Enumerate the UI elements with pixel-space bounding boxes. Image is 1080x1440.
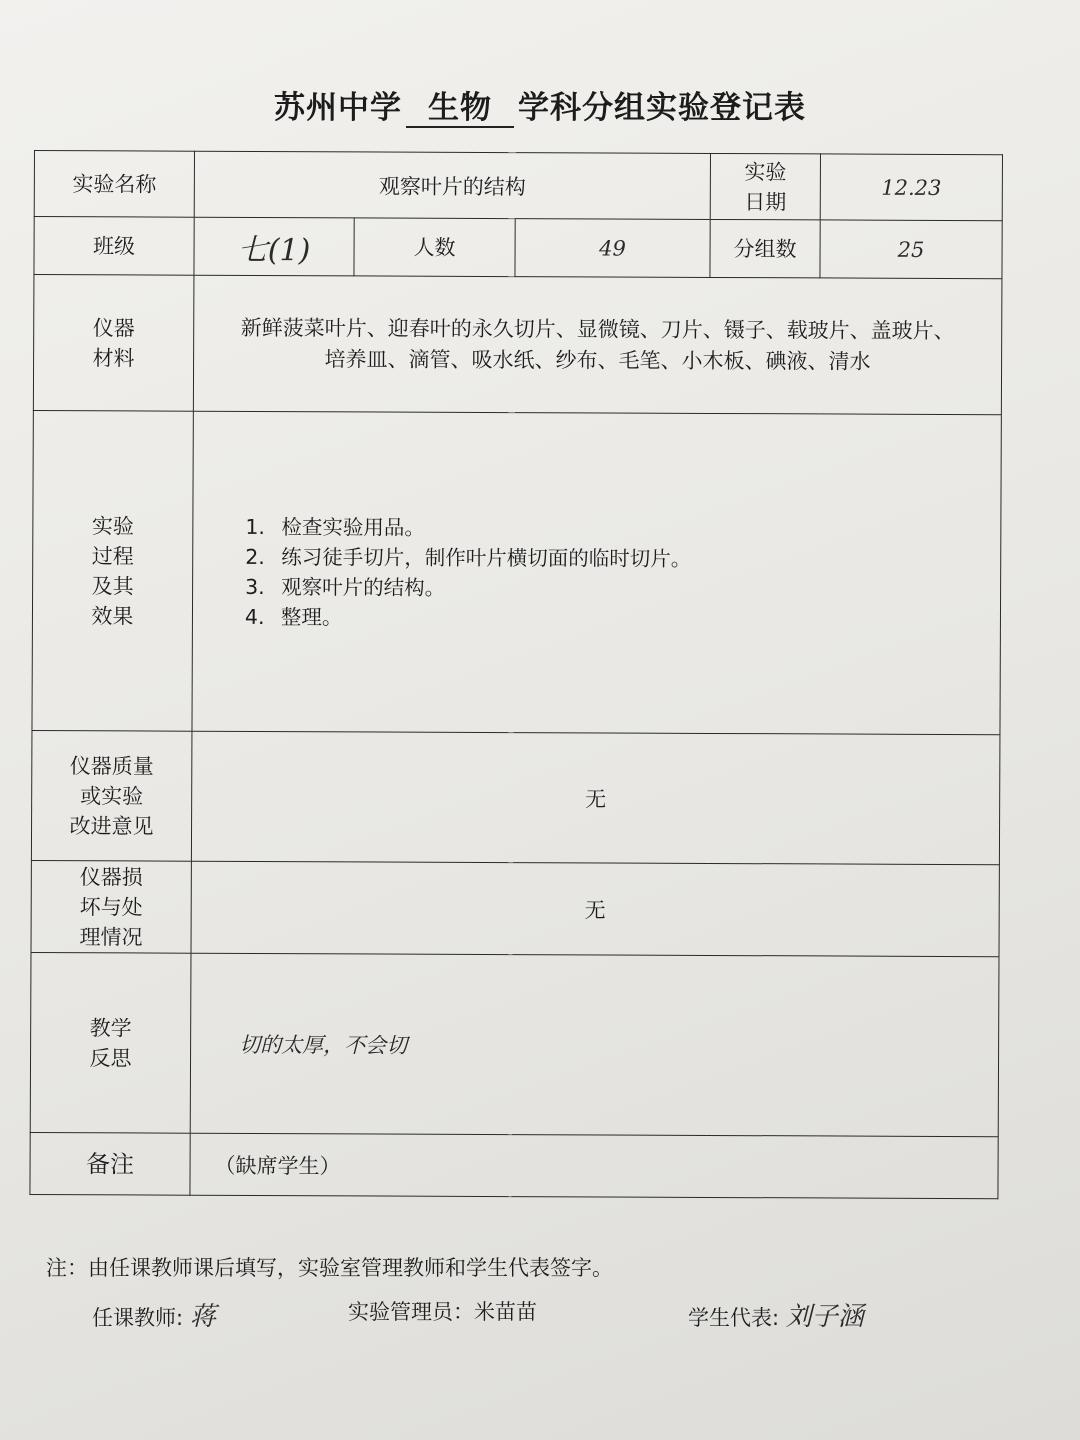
title-school: 苏州中学	[274, 90, 402, 126]
experiment-name-value: 观察叶片的结构	[194, 151, 710, 219]
list-item	[245, 601, 1000, 634]
process-label-line-2: 过程	[91, 543, 134, 568]
reflection-label-line-2: 反思	[89, 1045, 132, 1070]
quality-label-line-3: 改进意见	[69, 813, 154, 839]
experiment-date-label	[710, 153, 820, 219]
student-signature-block	[688, 1296, 864, 1333]
list-item	[245, 511, 1000, 544]
step-number: 4.	[244, 604, 265, 629]
step-text: 练习徒手切片，制作叶片横切面的临时切片。	[281, 544, 692, 571]
damage-label-line-1: 仪器损	[79, 864, 143, 889]
materials-label-line-2: 材料	[92, 345, 135, 370]
row-class-info	[34, 217, 1002, 279]
process-label-line-4: 效果	[91, 603, 134, 628]
row-remarks	[30, 1132, 998, 1198]
remarks-value: （缺席学生）	[190, 1133, 998, 1199]
damage-value: 无	[191, 861, 999, 957]
footer-note: 注：由任课教师课后填写，实验室管理教师和学生代表签字。	[46, 1256, 613, 1280]
step-text: 整理。	[280, 604, 343, 629]
row-experiment-name	[34, 151, 1002, 221]
class-label: 班级	[34, 217, 194, 276]
people-label: 人数	[354, 218, 515, 277]
row-reflection	[30, 952, 999, 1136]
reflection-value: 切的太厚，不会切	[190, 953, 999, 1137]
student-label: 学生代表:	[688, 1306, 780, 1330]
step-text: 观察叶片的结构。	[281, 574, 446, 600]
date-label-line-2: 日期	[744, 189, 787, 214]
title-suffix: 学科分组实验登记表	[518, 90, 806, 126]
teacher-signature: 蒋	[189, 1302, 216, 1332]
process-label	[32, 410, 193, 731]
admin-name: 米苗苗	[474, 1300, 537, 1324]
groups-label: 分组数	[710, 219, 820, 277]
teacher-label: 任课教师:	[92, 1306, 184, 1330]
row-process	[32, 410, 1001, 734]
list-item	[245, 571, 1000, 604]
page-title	[0, 82, 1080, 128]
experiment-name-label: 实验名称	[34, 151, 194, 218]
quality-value: 无	[191, 731, 1000, 865]
reflection-label	[30, 952, 191, 1133]
materials-line-2: 培养皿、滴管、吸水纸、纱布、毛笔、小木板、碘液、清水	[324, 346, 871, 374]
row-damage	[31, 860, 999, 956]
materials-value	[193, 275, 1002, 415]
student-signature: 刘子涵	[785, 1302, 864, 1332]
process-value	[192, 411, 1001, 735]
row-materials	[33, 275, 1002, 415]
step-text: 检查实验用品。	[281, 514, 425, 540]
admin-label: 实验管理员：	[348, 1300, 474, 1324]
damage-label-line-3: 理情况	[79, 924, 143, 949]
remarks-label: 备注	[30, 1132, 190, 1195]
people-value: 49	[515, 219, 710, 278]
step-number: 1.	[245, 514, 265, 539]
quality-label	[31, 730, 192, 861]
step-number: 3.	[245, 574, 265, 599]
title-subject: 生物	[406, 90, 514, 128]
damage-label	[31, 860, 191, 953]
quality-label-line-1: 仪器质量	[69, 753, 154, 779]
experiment-date-value: 12.23	[820, 154, 1002, 221]
list-item	[245, 541, 1000, 574]
materials-label	[33, 275, 194, 412]
step-number: 2.	[245, 544, 265, 569]
registration-form-table	[29, 150, 1003, 1199]
materials-label-line-1: 仪器	[92, 315, 135, 340]
groups-value: 25	[820, 220, 1002, 279]
materials-line-1: 新鲜菠菜叶片、迎春叶的永久切片、显微镜、刀片、镊子、载玻片、盖玻片、	[240, 315, 955, 343]
damage-label-line-2: 坏与处	[79, 894, 143, 919]
process-label-line-1: 实验	[91, 513, 134, 538]
quality-label-line-2: 或实验	[80, 783, 144, 808]
class-value: 七(1)	[194, 217, 354, 276]
reflection-label-line-1: 教学	[89, 1015, 132, 1040]
date-label-line-1: 实验	[744, 159, 787, 184]
process-label-line-3: 及其	[91, 573, 134, 598]
teacher-signature-block	[92, 1296, 216, 1333]
process-steps-list	[193, 511, 1001, 635]
admin-signature-block	[348, 1296, 537, 1326]
row-quality	[31, 730, 1000, 864]
